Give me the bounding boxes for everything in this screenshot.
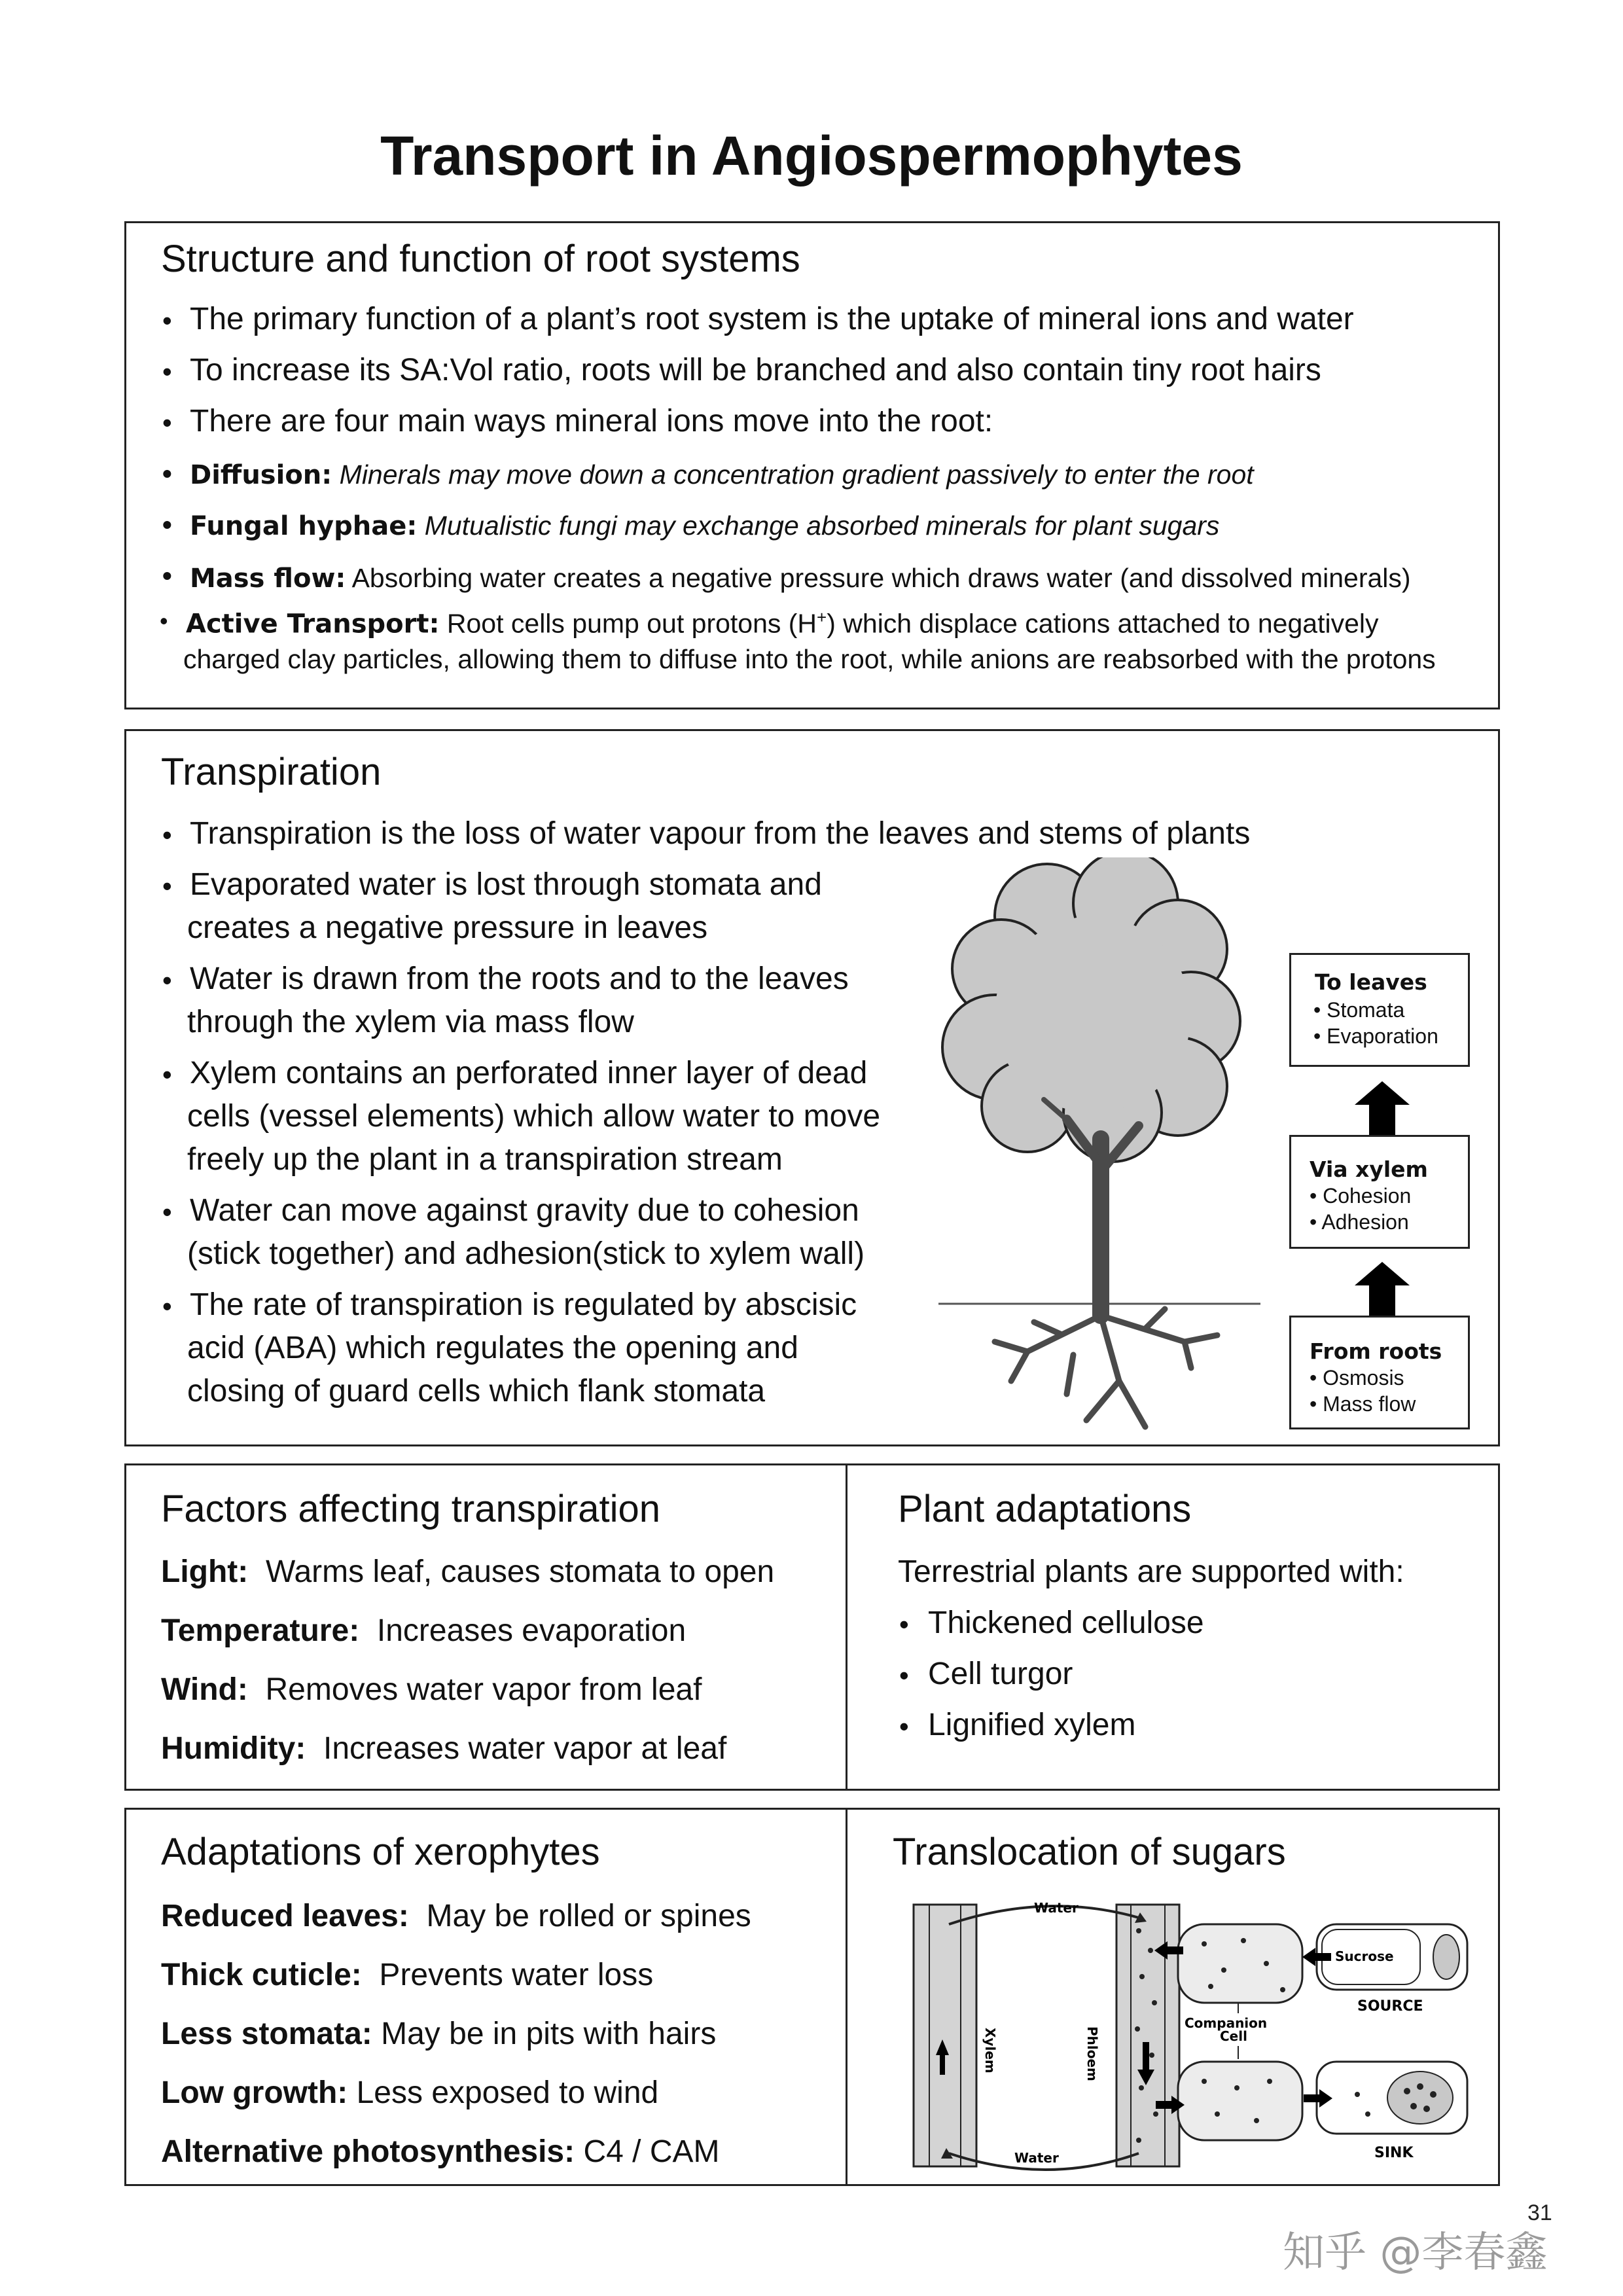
phloem-tube — [1116, 1905, 1179, 2166]
factors-heading: Factors affecting transpiration — [161, 1488, 660, 1530]
factor-row: Temperature: Increases evaporation — [161, 1613, 687, 1648]
bullet: • — [899, 1660, 909, 1691]
source-label: SOURCE — [1357, 1998, 1423, 2015]
transpiration-line: creates a negative pressure in leaves — [187, 910, 708, 945]
proton-charge: + — [817, 607, 827, 627]
way-text: Root cells pump out protons (H — [446, 608, 817, 639]
transpiration-heading: Transpiration — [161, 751, 382, 793]
way-fungal-hyphae — [190, 511, 1219, 541]
transpiration-line: Evaporated water is lost through stomata and — [190, 867, 822, 902]
xerophyte-row: Reduced leaves: May be rolled or spines — [161, 1899, 751, 1933]
flow-box-from-roots — [1289, 1316, 1470, 1429]
way-text: Mutualistic fungi may exchange absorbed minerals for plant sugars — [424, 511, 1220, 541]
flow-item: • Evaporation — [1313, 1024, 1438, 1048]
transpiration-line: through the xylem via mass flow — [187, 1005, 634, 1039]
bullet: • — [162, 870, 172, 901]
bullet: • — [162, 407, 172, 438]
root-systems-heading: Structure and function of root systems — [161, 238, 800, 280]
flow-title: From roots — [1310, 1338, 1442, 1364]
flow-item: • Osmosis — [1310, 1366, 1404, 1390]
phloem-label: Phloem — [1084, 2026, 1100, 2081]
flow-item: • Stomata — [1313, 998, 1405, 1022]
vertical-divider — [846, 1463, 847, 1791]
xerophyte-row: Low growth: Less exposed to wind — [161, 2075, 659, 2110]
water-top-label: Water — [1034, 1900, 1079, 1916]
transpiration-line: The rate of transpiration is regulated by abscisic — [190, 1287, 857, 1322]
factor-row: Humidity: Increases water vapor at leaf — [161, 1731, 727, 1766]
bullet: • — [160, 607, 168, 634]
water-bottom-label: Water — [1014, 2150, 1059, 2166]
active-transport-line2: charged clay particles, allowing them to diffuse into the root, while anions are reabsorbed with the protons — [183, 644, 1436, 674]
way-text: Absorbing water creates a negative pressure which draws water (and dissolved minerals) — [351, 563, 1411, 593]
page-number: 31 — [1527, 2200, 1552, 2225]
way-text: Minerals may move down a concentration gradient passively to enter the root — [339, 459, 1254, 490]
xylem-label: Xylem — [982, 2028, 998, 2073]
xerophyte-row: Less stomata: May be in pits with hairs — [161, 2017, 717, 2051]
factor-row: Wind: Removes water vapor from leaf — [161, 1672, 702, 1707]
way-diffusion — [190, 459, 1254, 490]
bullet: • — [162, 509, 172, 540]
up-arrow-icon — [1355, 1262, 1410, 1316]
transpiration-line: closing of guard cells which flank stomata — [187, 1374, 766, 1408]
plant-adaptations-intro: Terrestrial plants are supported with: — [898, 1554, 1404, 1589]
bullet: • — [162, 819, 172, 850]
vertical-divider — [846, 1808, 847, 2186]
sink-companion-cell — [1178, 2062, 1302, 2140]
transpiration-line: Transpiration is the loss of water vapour from the leaves and stems of plants — [190, 816, 1251, 851]
factor-row: Light: Warms leaf, causes stomata to open — [161, 1554, 775, 1589]
tree-canopy — [942, 857, 1240, 1162]
way-text-cont: ) which displace cations attached to negatively — [827, 608, 1379, 639]
up-arrow-icon — [1355, 1081, 1410, 1135]
xerophyte-row: Thick cuticle: Prevents water loss — [161, 1958, 654, 1992]
bullet: • — [162, 356, 172, 387]
sucrose-label: Sucrose — [1335, 1948, 1394, 1964]
bullet: • — [162, 1291, 172, 1321]
bullet: • — [162, 1196, 172, 1227]
translocation-heading: Translocation of sugars — [893, 1831, 1286, 1873]
bullet: • — [162, 458, 172, 489]
flow-title: Via xylem — [1310, 1157, 1428, 1182]
transpiration-line: acid (ABA) which regulates the opening and — [187, 1331, 798, 1365]
adaptation-item: Thickened cellulose — [928, 1605, 1204, 1640]
bullet: • — [162, 305, 172, 336]
way-mass-flow — [190, 563, 1411, 594]
xylem-tube — [914, 1905, 976, 2166]
flow-box-to-leaves — [1289, 953, 1470, 1067]
bullet: • — [899, 1711, 909, 1742]
tree-illustration — [929, 857, 1270, 1440]
transpiration-line: Water is drawn from the roots and to the leaves — [190, 961, 849, 996]
flow-item: • Mass flow — [1310, 1392, 1416, 1416]
way-active-transport — [186, 607, 1379, 639]
transpiration-line: cells (vessel elements) which allow water to move — [187, 1099, 881, 1134]
way-term: Mass flow: — [190, 564, 346, 594]
xerophyte-row: Alternative photosynthesis: C4 / CAM — [161, 2134, 720, 2169]
bullet: • — [899, 1609, 909, 1640]
transpiration-line: (stick together) and adhesion(stick to xylem wall) — [187, 1236, 865, 1271]
adaptation-item: Lignified xylem — [928, 1708, 1136, 1742]
transpiration-line: Water can move against gravity due to cohesion — [190, 1193, 859, 1228]
sink-label: SINK — [1374, 2145, 1414, 2161]
flow-title: To leaves — [1315, 969, 1427, 995]
watermark: 知乎 @李春鑫 — [1283, 2229, 1548, 2277]
flow-item: • Cohesion — [1310, 1184, 1412, 1208]
root-bullet-2: To increase its SA:Vol ratio, roots will be branched and also contain tiny root hairs — [190, 353, 1321, 387]
transpiration-line: freely up the plant in a transpiration stream — [187, 1142, 783, 1177]
translocation-diagram — [903, 1898, 1479, 2173]
tree-roots — [995, 1309, 1217, 1427]
root-bullet-3: There are four main ways mineral ions move into the root: — [190, 404, 993, 439]
bullet: • — [162, 965, 172, 996]
bullet: • — [162, 1059, 172, 1090]
companion-label-2: Cell — [1220, 2028, 1247, 2044]
bullet: • — [162, 560, 172, 591]
way-term: Active Transport: — [186, 609, 440, 639]
adaptation-item: Cell turgor — [928, 1657, 1073, 1691]
flow-item: • Adhesion — [1310, 1210, 1409, 1234]
xerophytes-heading: Adaptations of xerophytes — [161, 1831, 600, 1873]
root-bullet-1: The primary function of a plant’s root system is the uptake of mineral ions and water — [190, 302, 1354, 336]
way-term: Diffusion: — [190, 460, 332, 490]
companion-label: Companion — [1185, 2015, 1268, 2031]
way-term: Fungal hyphae: — [190, 511, 418, 541]
transpiration-line: Xylem contains an perforated inner layer of dead — [190, 1056, 868, 1090]
page-title: Transport in Angiospermophytes — [380, 125, 1243, 187]
flow-box-via-xylem — [1289, 1135, 1470, 1249]
plant-adaptations-heading: Plant adaptations — [898, 1488, 1192, 1530]
